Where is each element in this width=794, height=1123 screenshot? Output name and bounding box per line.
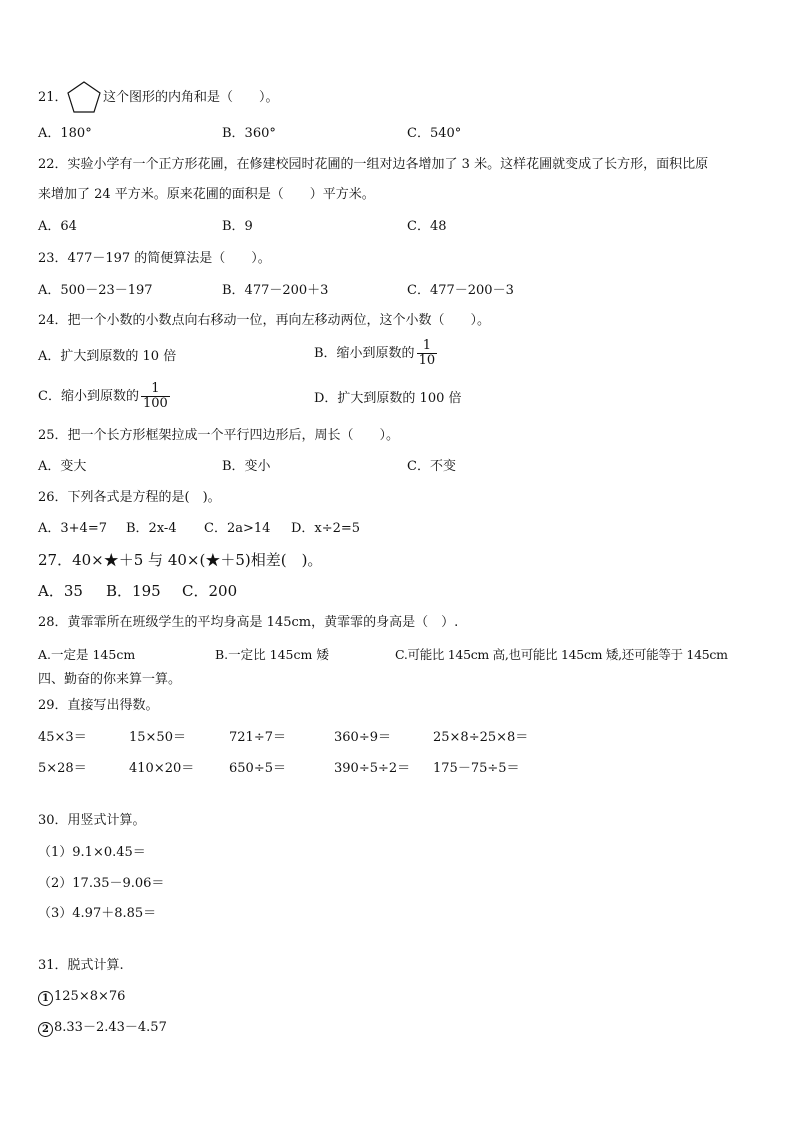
q22-option-b[interactable]: B．9 bbox=[222, 219, 253, 234]
q31-text: 31．脱式计算. bbox=[38, 958, 124, 973]
q29-text: 29．直接写出得数。 bbox=[38, 698, 159, 713]
q23-text: 23．477－197 的简便算法是（ ）。 bbox=[38, 251, 271, 266]
q24-option-c[interactable] bbox=[38, 382, 170, 411]
q21-text: 这个图形的内角和是（ ）。 bbox=[103, 90, 279, 105]
q25-option-b[interactable]: B．变小 bbox=[222, 459, 271, 474]
q22-option-c[interactable]: C．48 bbox=[407, 219, 447, 234]
q29-r2-c5: 175－75÷5＝ bbox=[433, 761, 520, 776]
q21-option-a[interactable]: A．180° bbox=[38, 126, 92, 141]
q24-option-b-fraction: $\frac{1}{10}$ bbox=[418, 338, 436, 368]
q26-option-c[interactable]: C．2a>14 bbox=[204, 521, 271, 536]
q23-option-b[interactable]: B．477－200＋3 bbox=[222, 283, 329, 298]
q31-item-1 bbox=[38, 989, 125, 1006]
q31-item-2-expr: 8.33－2.43－4.57 bbox=[54, 1020, 167, 1035]
q23-option-a[interactable]: A．500－23－197 bbox=[38, 283, 153, 298]
q21-number: 21． bbox=[38, 90, 68, 105]
q30-text: 30．用竖式计算。 bbox=[38, 813, 146, 828]
q26-option-a[interactable]: A．3+4=7 bbox=[38, 521, 107, 536]
q25-text: 25．把一个长方形框架拉成一个平行四边形后，周长（ ）。 bbox=[38, 428, 400, 443]
q31-item-1-expr: 125×8×76 bbox=[54, 989, 126, 1004]
q25-option-a[interactable]: A．变大 bbox=[38, 459, 87, 474]
pentagon-icon bbox=[66, 80, 102, 114]
q28-option-a[interactable]: A.一定是 145cm bbox=[38, 647, 136, 662]
q26-text: 26．下列各式是方程的是( )。 bbox=[38, 490, 221, 505]
q23-option-c[interactable]: C．477－200－3 bbox=[407, 283, 514, 298]
q25-option-c[interactable]: C．不变 bbox=[407, 459, 456, 474]
q28-text: 28．黄霏霏所在班级学生的平均身高是 145cm，黄霏霏的身高是（ ）. bbox=[38, 615, 459, 630]
q30-item-1: （1）9.1×0.45＝ bbox=[38, 845, 146, 860]
q26-option-b[interactable]: B．2x-4 bbox=[126, 521, 177, 536]
q24-option-c-label: C．缩小到原数的 bbox=[38, 389, 139, 404]
q31-item-2 bbox=[38, 1020, 167, 1037]
q24-option-d[interactable]: D．扩大到原数的 100 倍 bbox=[314, 391, 462, 406]
q24-option-c-fraction: $\frac{1}{100}$ bbox=[142, 381, 168, 411]
q28-option-c[interactable]: C.可能比 145cm 高,也可能比 145cm 矮,还可能等于 145cm bbox=[395, 647, 728, 662]
q29-r1-c1: 45×3＝ bbox=[38, 730, 87, 745]
q29-r1-c4: 360÷9＝ bbox=[334, 730, 391, 745]
q27-text: 27．40×★＋5 与 40×(★＋5)相差( )。 bbox=[38, 551, 323, 569]
q26-option-d[interactable]: D．x÷2=5 bbox=[291, 521, 361, 536]
q29-r1-c3: 721÷7＝ bbox=[229, 730, 286, 745]
q27-option-a[interactable]: A．35 bbox=[38, 582, 83, 600]
q22-option-a[interactable]: A．64 bbox=[38, 219, 77, 234]
q29-r1-c2: 15×50＝ bbox=[129, 730, 186, 745]
q24-text: 24．把一个小数的小数点向右移动一位，再向左移动两位，这个小数（ ）。 bbox=[38, 313, 491, 328]
q30-item-3: （3）4.97＋8.85＝ bbox=[38, 906, 157, 921]
circled-number-1-icon: 1 bbox=[38, 991, 53, 1006]
q29-r2-c3: 650÷5＝ bbox=[229, 761, 286, 776]
q24-option-b-label: B．缩小到原数的 bbox=[314, 346, 415, 361]
q29-r2-c2: 410×20＝ bbox=[129, 761, 195, 776]
q21-option-c[interactable]: C．540° bbox=[407, 126, 462, 141]
q22-text-line1: 22．实验小学有一个正方形花圃，在修建校园时花圃的一组对边各增加了 3 米。这样花圃就变成了长方形，面积比原 bbox=[38, 157, 709, 172]
q29-r2-c4: 390÷5÷2＝ bbox=[334, 761, 411, 776]
q28-option-b[interactable]: B.一定比 145cm 矮 bbox=[215, 647, 329, 662]
q29-r2-c1: 5×28＝ bbox=[38, 761, 87, 776]
q27-option-c[interactable]: C．200 bbox=[182, 582, 238, 600]
q24-option-b[interactable] bbox=[314, 339, 437, 368]
circled-number-2-icon: 2 bbox=[38, 1022, 53, 1037]
q30-item-2: （2）17.35－9.06＝ bbox=[38, 876, 165, 891]
q22-text-line2: 来增加了 24 平方米。原来花圃的面积是（ ）平方米。 bbox=[38, 187, 375, 202]
q27-option-b[interactable]: B．195 bbox=[106, 582, 161, 600]
q21-option-b[interactable]: B．360° bbox=[222, 126, 276, 141]
q29-r1-c5: 25×8÷25×8＝ bbox=[433, 730, 529, 745]
q24-option-a[interactable]: A．扩大到原数的 10 倍 bbox=[38, 349, 177, 364]
section-4-heading: 四、勤奋的你来算一算。 bbox=[38, 672, 182, 687]
